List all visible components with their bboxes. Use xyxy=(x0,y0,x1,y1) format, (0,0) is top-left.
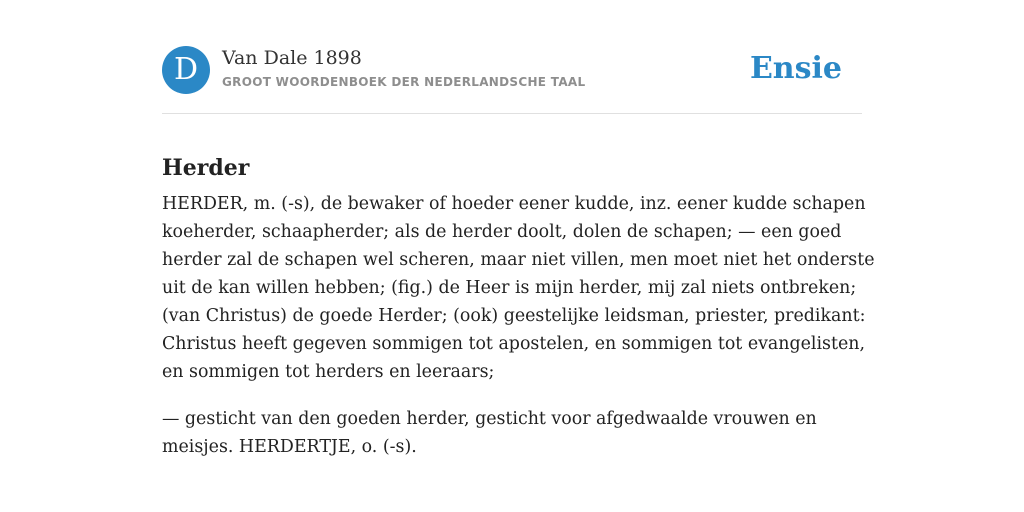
definition-paragraph-2 xyxy=(162,405,862,461)
dictionary-header xyxy=(162,46,862,96)
definition-line: (van Christus) de goede Herder; (ook) geestelijke leidsman, priester, predikant: xyxy=(162,306,866,326)
definition-line: uit de kan willen hebben; (fig.) de Heer is mijn herder, mij zal niets ontbreken; xyxy=(162,278,857,298)
headword: Herder xyxy=(162,154,250,181)
definition-line: HERDER, m. (-s), de bewaker of hoeder eener kudde, inz. eener kudde schapen xyxy=(162,194,866,214)
source-subtitle: GROOT WOORDENBOEK DER NEDERLANDSCHE TAAL xyxy=(222,75,586,89)
definition-line: en sommigen tot herders en leeraars; xyxy=(162,362,495,382)
definition-line: meisjes. HERDERTJE, o. (-s). xyxy=(162,437,417,457)
definition-line: — gesticht van den goeden herder, gesticht voor afgedwaalde vrouwen en xyxy=(162,409,817,429)
dictionary-avatar[interactable]: D xyxy=(162,46,210,94)
definition-line: koeherder, schaapherder; als de herder doolt, dolen de schapen; — een goed xyxy=(162,222,842,242)
source-title[interactable]: Van Dale 1898 xyxy=(222,47,362,69)
definition xyxy=(162,190,875,480)
brand-logo[interactable]: Ensie xyxy=(749,51,842,86)
definition-line: Christus heeft gegeven sommigen tot apostelen, en sommigen tot evangelisten, xyxy=(162,334,865,354)
header-divider xyxy=(162,113,862,114)
definition-paragraph-1 xyxy=(162,190,875,386)
definition-line: herder zal de schapen wel scheren, maar niet villen, men moet niet het onderste xyxy=(162,250,875,270)
